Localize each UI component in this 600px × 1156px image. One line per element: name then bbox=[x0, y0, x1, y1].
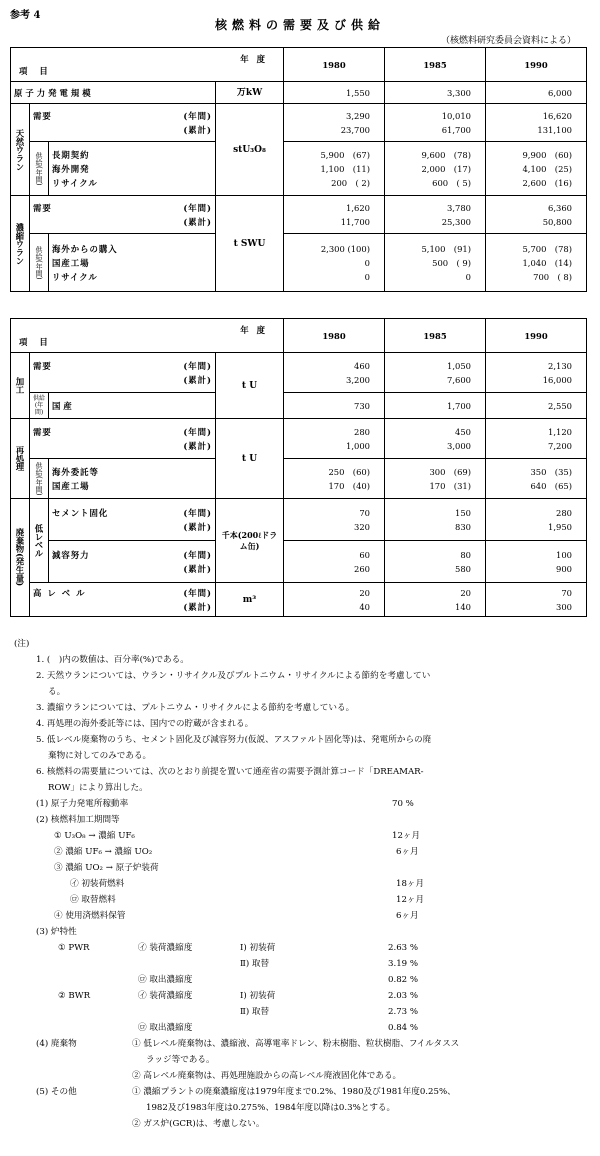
premise-5-cont: 1982及び1983年度は0.275%、1984年度以降は0.3%とする。 bbox=[146, 1103, 396, 1113]
year-header: 年度 bbox=[240, 324, 273, 335]
fabrication-demand-cell bbox=[30, 353, 216, 393]
page-title: 核燃料の需要及び供給 bbox=[214, 18, 385, 32]
bwr-row-2: Ⅱ) 取替 2.73 % bbox=[240, 1007, 419, 1017]
notes-title: (注) bbox=[14, 639, 30, 649]
fabrication-supply-row bbox=[11, 393, 587, 419]
annual-tag: (年間) bbox=[183, 202, 212, 213]
enriched-demand-1990: 6,360 50,800 bbox=[486, 196, 587, 234]
reprocessing-demand-1980: 280 1,000 bbox=[284, 419, 385, 459]
enriched-uranium-group: 濃縮ウラン bbox=[11, 196, 30, 292]
overseas-development-label: 海外開発 bbox=[52, 163, 90, 174]
power-1985: 3,300 bbox=[385, 82, 486, 104]
supply-demand-table-upper bbox=[10, 47, 587, 292]
premise-2-2: ② 濃縮 UF₆ → 濃縮 UO₂ 6ヶ月 bbox=[54, 847, 419, 857]
premise-1: (1) 原子力発電所稼動率 70 % bbox=[36, 799, 414, 809]
enriched-demand-1980: 1,620 11,700 bbox=[284, 196, 385, 234]
reprocessing-demand-1985: 450 3,000 bbox=[385, 419, 486, 459]
item-header: 項目 bbox=[19, 336, 60, 347]
bwr-row-1: ② BWR ㋑ 装荷濃縮度 Ⅰ) 初装荷 2.03 % bbox=[58, 991, 419, 1001]
natural-supply-group: 供給(年間) bbox=[30, 142, 49, 196]
reference-label: 参考 4 bbox=[10, 10, 41, 21]
premise-2-4: ④ 使用済燃料保管 6ヶ月 bbox=[54, 911, 419, 921]
fabrication-demand-1990: 2,130 16,000 bbox=[486, 353, 587, 393]
premise-4-2: ② 高レベル廃棄物は、再処理施設からの高レベル廃液固化体である。 bbox=[132, 1071, 402, 1081]
reprocessing-demand-1990: 1,120 7,200 bbox=[486, 419, 587, 459]
natural-uranium-group: 天然ウラン bbox=[11, 104, 30, 196]
annual-tag: (年間) bbox=[183, 587, 212, 598]
power-label: 原子力発電規模 bbox=[11, 82, 216, 104]
reprocessing-demand-period bbox=[183, 425, 212, 453]
pwr-row-3: ㋺ 取出濃縮度 0.82 % bbox=[138, 975, 419, 985]
cumulative-tag: (累計) bbox=[183, 601, 212, 612]
high-level-1990: 70 300 bbox=[486, 583, 587, 617]
natural-supply-1985: 9,600 (78) 2,000 (17) 600 ( 5) bbox=[385, 142, 486, 196]
fabrication-demand-row bbox=[11, 353, 587, 393]
reprocessing-demand-label: 需要 bbox=[33, 426, 52, 437]
note-5: 5. 低レベル廃棄物のうち、セメント固化及び減容努力(仮説、アスファルト固化等)は、発電所からの廃 bbox=[36, 735, 432, 745]
enriched-demand-cell bbox=[30, 196, 216, 234]
cumulative-tag: (累計) bbox=[183, 563, 212, 574]
reduction-label: 減容努力 bbox=[52, 549, 90, 560]
fabrication-unit: t U bbox=[216, 353, 284, 419]
cement-cell bbox=[49, 499, 216, 541]
premise-3: (3) 炉特性 bbox=[36, 927, 77, 937]
natural-demand-1990: 16,620 131,100 bbox=[486, 104, 587, 142]
enriched-demand-label: 需要 bbox=[33, 202, 52, 213]
note-5-cont: 棄物に対してのみである。 bbox=[48, 751, 152, 761]
high-level-period bbox=[183, 586, 212, 614]
domestic-plant-label: 国産工場 bbox=[52, 257, 90, 268]
year-1985: 1985 bbox=[385, 319, 486, 353]
cumulative-tag: (累計) bbox=[183, 440, 212, 451]
note-3: 3. 濃縮ウランについては、プルトニウム・リサイクルによる節約を考慮している。 bbox=[36, 703, 355, 713]
enriched-recycle-label: リサイクル bbox=[52, 271, 98, 282]
premise-4-cont: ラッジ等である。 bbox=[146, 1055, 215, 1065]
natural-supply-labels bbox=[49, 142, 216, 196]
annual-tag: (年間) bbox=[183, 360, 212, 371]
natural-recycle-label: リサイクル bbox=[52, 177, 98, 188]
waste-reduction-row bbox=[11, 541, 587, 583]
year-1990: 1990 bbox=[486, 319, 587, 353]
enriched-demand-1985: 3,780 25,300 bbox=[385, 196, 486, 234]
reprocessing-supply-group: 供給(年間) bbox=[30, 459, 49, 499]
fabrication-domestic-1980: 730 bbox=[284, 393, 385, 419]
pwr-row-2: Ⅱ) 取替 3.19 % bbox=[240, 959, 419, 969]
natural-demand-period bbox=[183, 109, 212, 137]
enriched-supply-group: 供給(年間) bbox=[30, 234, 49, 292]
year-1985: 1985 bbox=[385, 48, 486, 82]
cumulative-tag: (累計) bbox=[183, 521, 212, 532]
natural-supply-1980: 5,900 (67) 1,100 (11) 200 ( 2) bbox=[284, 142, 385, 196]
fabrication-domestic-label: 国産 bbox=[49, 393, 216, 419]
year-1980: 1980 bbox=[284, 48, 385, 82]
cumulative-tag: (累計) bbox=[183, 216, 212, 227]
natural-demand-row bbox=[11, 104, 587, 142]
waste-group: 廃棄物(発生量) bbox=[11, 499, 30, 617]
power-1980: 1,550 bbox=[284, 82, 385, 104]
fabrication-demand-1980: 460 3,200 bbox=[284, 353, 385, 393]
natural-demand-cell bbox=[30, 104, 216, 142]
natural-demand-1985: 10,010 61,700 bbox=[385, 104, 486, 142]
cement-period bbox=[183, 506, 212, 534]
year-1990: 1990 bbox=[486, 48, 587, 82]
fabrication-group: 加工 bbox=[11, 353, 30, 419]
reprocessing-demand-row bbox=[11, 419, 587, 459]
high-level-label: 高レベル bbox=[33, 587, 91, 598]
cement-1990: 280 1,950 bbox=[486, 499, 587, 541]
natural-unit: stU₃O₈ bbox=[216, 104, 284, 196]
waste-cement-row bbox=[11, 499, 587, 541]
natural-supply-row bbox=[11, 142, 587, 196]
overseas-consignment-label: 海外委託等 bbox=[52, 466, 99, 477]
annual-tag: (年間) bbox=[183, 507, 212, 518]
overseas-purchase-label: 海外からの購入 bbox=[52, 243, 118, 254]
reprocessing-supply-1980: 250 (60) 170 (40) bbox=[284, 459, 385, 499]
reprocessing-supply-row bbox=[11, 459, 587, 499]
enriched-supply-row bbox=[11, 234, 587, 292]
cement-1985: 150 830 bbox=[385, 499, 486, 541]
pwr-row-1: ① PWR ㋑ 装荷濃縮度 Ⅰ) 初装荷 2.63 % bbox=[58, 943, 419, 953]
low-level-label: 低レベル bbox=[30, 499, 49, 583]
reduction-1980: 60 260 bbox=[284, 541, 385, 583]
premise-2-3-b: ㋺ 取替燃料 12ヶ月 bbox=[70, 895, 425, 905]
reduction-period bbox=[183, 548, 212, 576]
natural-demand-1980: 3,290 23,700 bbox=[284, 104, 385, 142]
power-1990: 6,000 bbox=[486, 82, 587, 104]
reprocessing-unit: t U bbox=[216, 419, 284, 499]
premise-2: (2) 核燃料加工期間等 bbox=[36, 815, 120, 825]
year-header: 年度 bbox=[240, 53, 273, 64]
note-2-cont: る。 bbox=[48, 687, 66, 697]
header-corner bbox=[11, 48, 284, 82]
reprocessing-domestic-label: 国産工場 bbox=[52, 480, 90, 491]
reduction-1990: 100 900 bbox=[486, 541, 587, 583]
premise-2-3: ③ 濃縮 UO₂ → 原子炉装荷 bbox=[54, 863, 159, 873]
enriched-supply-1985: 5,100 (91) 500 ( 9) 0 bbox=[385, 234, 486, 292]
reprocessing-demand-cell bbox=[30, 419, 216, 459]
fabrication-domestic-1990: 2,550 bbox=[486, 393, 587, 419]
annual-tag: (年間) bbox=[183, 110, 212, 121]
note-1: 1. ( )内の数値は、百分率(%)である。 bbox=[36, 655, 189, 665]
notes-section bbox=[14, 636, 588, 1132]
high-level-1985: 20 140 bbox=[385, 583, 486, 617]
note-6: 6. 核燃料の需要量については、次のとおり前提を置いて通産省の需要予測計算コード「DREAMAR- bbox=[36, 767, 424, 777]
year-1980: 1980 bbox=[284, 319, 385, 353]
cumulative-tag: (累計) bbox=[183, 124, 212, 135]
reduction-1985: 80 580 bbox=[385, 541, 486, 583]
natural-supply-1990: 9,900 (60) 4,100 (25) 2,600 (16) bbox=[486, 142, 587, 196]
premise-5: (5) その他 ① 濃縮プラントの廃棄濃縮度は1979年度まで0.2%、1980及び1981年度0.25%、 bbox=[36, 1087, 456, 1097]
header-corner-2 bbox=[11, 319, 284, 353]
high-level-cell bbox=[30, 583, 216, 617]
premise-4: (4) 廃棄物 ① 低レベル廃棄物は、濃縮液、高導電率ドレン、粉末樹脂、粒状樹脂、フイルタスス bbox=[36, 1039, 460, 1049]
waste-high-row bbox=[11, 583, 587, 617]
note-4: 4. 再処理の海外委託等には、国内での貯蔵が含まれる。 bbox=[36, 719, 254, 729]
source-note: （核燃料研究委員会資料による） bbox=[440, 36, 576, 46]
enriched-supply-1990: 5,700 (78) 1,040 (14) 700 ( 8) bbox=[486, 234, 587, 292]
enriched-unit: t SWU bbox=[216, 196, 284, 292]
fabrication-supply-label: 供給(年間) bbox=[30, 393, 49, 419]
enriched-demand-period bbox=[183, 201, 212, 229]
premise-5-2: ② ガス炉(GCR)は、考慮しない。 bbox=[132, 1119, 265, 1129]
premise-2-3-a: ㋑ 初装荷燃料 18ヶ月 bbox=[70, 879, 425, 889]
annual-tag: (年間) bbox=[183, 426, 212, 437]
fabrication-demand-label: 需要 bbox=[33, 360, 52, 371]
waste-high-unit: m³ bbox=[216, 583, 284, 617]
reprocessing-supply-labels bbox=[49, 459, 216, 499]
supply-demand-table-lower bbox=[10, 318, 587, 617]
bwr-row-3: ㋺ 取出濃縮度 0.84 % bbox=[138, 1023, 419, 1033]
note-2: 2. 天然ウランについては、ウラン・リサイクル及びプルトニウム・リサイクルによる節約を考慮してい bbox=[36, 671, 431, 681]
premise-2-1: ① U₃O₈ → 濃縮 UF₆ 12ヶ月 bbox=[54, 831, 421, 841]
high-level-1980: 20 40 bbox=[284, 583, 385, 617]
waste-low-unit: 千本(200ℓドラム缶) bbox=[216, 499, 284, 583]
item-header: 項目 bbox=[19, 65, 60, 76]
reprocessing-group: 再処理 bbox=[11, 419, 30, 499]
long-term-contract-label: 長期契約 bbox=[52, 149, 90, 160]
reduction-cell bbox=[49, 541, 216, 583]
note-6-cont: ROW」により算出した。 bbox=[48, 783, 148, 793]
fabrication-demand-1985: 1,050 7,600 bbox=[385, 353, 486, 393]
fabrication-demand-period bbox=[183, 359, 212, 387]
fabrication-domestic-1985: 1,700 bbox=[385, 393, 486, 419]
cement-1980: 70 320 bbox=[284, 499, 385, 541]
natural-demand-label: 需要 bbox=[33, 110, 52, 121]
enriched-supply-1980: 2,300 (100) 0 0 bbox=[284, 234, 385, 292]
reprocessing-supply-1985: 300 (69) 170 (31) bbox=[385, 459, 486, 499]
header-row-2 bbox=[11, 319, 587, 353]
annual-tag: (年間) bbox=[183, 549, 212, 560]
power-unit: 万kW bbox=[216, 82, 284, 104]
cumulative-tag: (累計) bbox=[183, 374, 212, 385]
cement-label: セメント固化 bbox=[52, 507, 109, 518]
reprocessing-supply-1990: 350 (35) 640 (65) bbox=[486, 459, 587, 499]
enriched-demand-row bbox=[11, 196, 587, 234]
power-row bbox=[11, 82, 587, 104]
enriched-supply-labels bbox=[49, 234, 216, 292]
header-row bbox=[11, 48, 587, 82]
